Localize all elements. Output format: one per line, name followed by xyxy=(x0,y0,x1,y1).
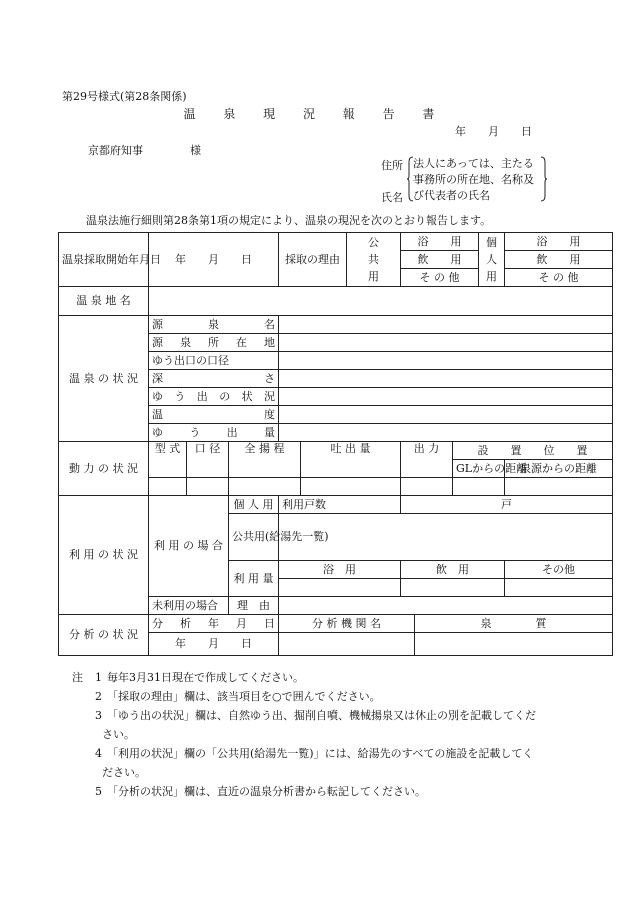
private-use-label xyxy=(479,233,505,287)
note-number: 4 xyxy=(95,747,102,760)
usage-status-label: 利 用 の 状 況 xyxy=(59,496,149,615)
source-distance-header: 泉源からの距離 xyxy=(505,460,613,478)
address-label: 住所 xyxy=(381,159,403,172)
output-field[interactable] xyxy=(401,478,453,496)
diameter-field[interactable] xyxy=(187,478,229,496)
report-table xyxy=(58,232,613,656)
drink-amount-header: 飲 用 xyxy=(401,561,505,579)
bracket-line-2: 事務所の所在地、名称及 xyxy=(413,173,534,186)
household-count-label: 利用戸数 xyxy=(279,496,401,514)
public-drink-option[interactable]: 飲 用 xyxy=(401,251,479,269)
analysis-org-field[interactable] xyxy=(279,633,415,656)
temperature-label: 温 度 xyxy=(149,406,279,424)
depth-field[interactable] xyxy=(279,370,613,388)
spring-area-label: 温 泉 地 名 xyxy=(59,287,149,316)
analysis-date-header: 分 析 年 月 日 xyxy=(149,615,279,633)
note-item xyxy=(62,687,582,706)
intro-text: 温泉法施行細則第28条第1項の規定により、温泉の現況を次のとおり報告します。 xyxy=(86,214,492,227)
outlet-diameter-field[interactable] xyxy=(279,352,613,370)
public-use-label xyxy=(347,233,401,287)
private-bath-option[interactable]: 浴 用 xyxy=(505,233,613,251)
form-title: 温 泉 現 況 報 告 書 xyxy=(183,107,447,121)
temperature-field[interactable] xyxy=(279,406,613,424)
note-item xyxy=(62,744,582,763)
bath-amount-header: 浴 用 xyxy=(279,561,401,579)
analysis-org-header: 分 析 機 関 名 xyxy=(279,615,415,633)
depth-label: 深 さ xyxy=(149,370,279,388)
model-field[interactable] xyxy=(149,478,187,496)
source-distance-field[interactable] xyxy=(505,478,613,496)
not-in-use-reason-field[interactable] xyxy=(279,597,613,615)
note-text: 「採取の理由」欄は、該当項目を○で囲んでください。 xyxy=(107,690,381,703)
start-date-field[interactable]: 年 月 日 xyxy=(149,233,279,287)
name-label: 氏名 xyxy=(381,191,403,204)
spring-name-label: 源 泉 名 xyxy=(149,316,279,334)
personal-use-label: 個 人 用 xyxy=(229,496,279,514)
total-head-header: 全 揚 程 xyxy=(229,442,301,478)
addressee: 京都府知事 xyxy=(88,144,143,157)
note-item xyxy=(62,668,582,687)
spring-location-label: 源泉所在地 xyxy=(149,334,279,352)
discharge-field[interactable] xyxy=(301,478,401,496)
note-continuation: さい。 xyxy=(102,728,135,741)
public-char-2: 共 xyxy=(368,253,379,266)
honorific: 様 xyxy=(190,144,201,157)
not-in-use-label: 未利用の場合 xyxy=(149,597,229,615)
household-count-field[interactable]: 戸 xyxy=(401,496,613,514)
analysis-status-label: 分 析 の 状 況 xyxy=(59,615,149,656)
gushing-status-label: ゆう出の状況 xyxy=(149,388,279,406)
note-text: 毎年3月31日現在で作成してください。 xyxy=(107,671,304,684)
spring-quality-header: 泉 質 xyxy=(415,615,613,633)
flow-rate-field[interactable] xyxy=(279,424,613,442)
notes-section xyxy=(62,668,582,801)
install-position-header: 設 置 位 置 xyxy=(453,442,613,460)
spring-status-label: 温 泉 の 状 況 xyxy=(59,316,149,442)
diameter-header: 口 径 xyxy=(187,442,229,478)
gushing-status-field[interactable] xyxy=(279,388,613,406)
note-number: 2 xyxy=(95,690,102,703)
bath-amount-field[interactable] xyxy=(279,579,401,597)
gl-distance-field[interactable] xyxy=(453,478,505,496)
analysis-date-field[interactable]: 年 月 日 xyxy=(149,633,279,656)
note-number: 3 xyxy=(95,709,102,722)
private-drink-option[interactable]: 飲 用 xyxy=(505,251,613,269)
public-char-3: 用 xyxy=(368,270,379,283)
reason-label: 採取の理由 xyxy=(279,233,347,287)
bracket-line-3: び代表者の氏名 xyxy=(413,189,490,202)
public-char-1: 公 xyxy=(368,236,379,249)
spring-location-field[interactable] xyxy=(279,334,613,352)
spring-area-field[interactable] xyxy=(149,287,613,316)
usage-amount-label: 利 用 量 xyxy=(229,561,279,597)
power-status-label: 動 力 の 状 況 xyxy=(59,442,149,496)
form-number: 第29号様式(第28条関係) xyxy=(62,90,187,103)
note-text: 「利用の状況」欄の「公共用(給湯先一覧)」には、給湯先のすべての施設を記載してく xyxy=(107,747,534,760)
note-item xyxy=(62,706,582,725)
bracket-line-1: 法人にあっては、主たる xyxy=(413,157,534,170)
spring-quality-field[interactable] xyxy=(415,633,613,656)
start-date-label: 温泉採取開始年月日 xyxy=(59,233,149,287)
not-in-use-reason-label: 理 由 xyxy=(229,597,279,615)
spring-name-field[interactable] xyxy=(279,316,613,334)
note-number: 5 xyxy=(95,785,102,798)
note-continuation: ださい。 xyxy=(102,766,146,779)
total-head-field[interactable] xyxy=(229,478,301,496)
other-amount-header: その他 xyxy=(505,561,613,579)
gl-distance-header: GLからの距離 xyxy=(453,460,505,478)
model-header: 型 式 xyxy=(149,442,187,478)
drink-amount-field[interactable] xyxy=(401,579,505,597)
note-number: 1 xyxy=(95,671,102,684)
note-text: 「ゆう出の状況」欄は、自然ゆう出、掘削自噴、機械揚泉又は休止の別を記載してくだ xyxy=(107,709,536,722)
private-char-3: 用 xyxy=(486,270,497,283)
private-other-option[interactable]: そ の 他 xyxy=(505,269,613,287)
public-other-option[interactable]: そ の 他 xyxy=(401,269,479,287)
notes-label: 注 xyxy=(72,671,83,684)
in-use-label: 利 用 の 場 合 xyxy=(149,496,229,597)
public-supply-label: 公共用(給湯先一覧) xyxy=(229,514,279,561)
outlet-diameter-label: ゆう出口の口径 xyxy=(149,352,279,370)
discharge-header: 吐 出 量 xyxy=(301,442,401,478)
report-date: 年 月 日 xyxy=(455,125,532,138)
flow-rate-label: ゆ う 出 量 xyxy=(149,424,279,442)
note-text: 「分析の状況」欄は、直近の温泉分析書から転記してください。 xyxy=(107,785,426,798)
public-bath-option[interactable]: 浴 用 xyxy=(401,233,479,251)
output-header: 出 力 xyxy=(401,442,453,478)
other-amount-field[interactable] xyxy=(505,579,613,597)
note-item xyxy=(62,782,582,801)
private-char-2: 人 xyxy=(486,253,497,266)
private-char-1: 個 xyxy=(486,236,497,249)
